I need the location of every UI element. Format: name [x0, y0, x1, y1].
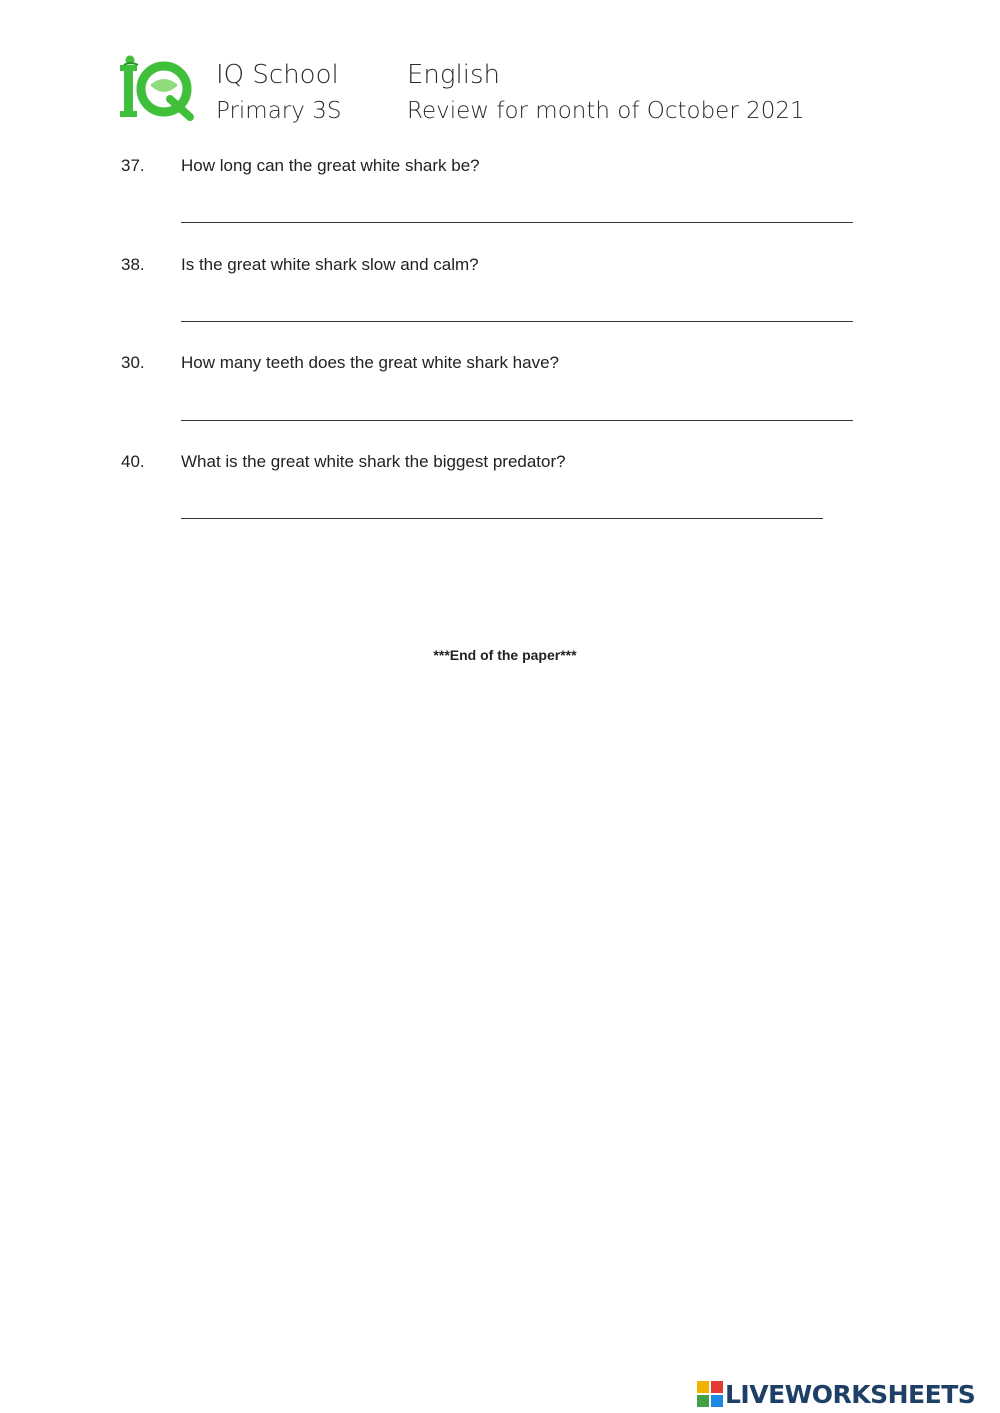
answer-line[interactable]: [181, 222, 853, 223]
review-title: Review for month of October 2021: [407, 98, 805, 124]
class-name: Primary 3S: [216, 98, 342, 124]
school-logo-icon: [120, 55, 194, 121]
question-text: Is the great white shark slow and calm?: [181, 255, 479, 274]
question-text: How long can the great white shark be?: [181, 156, 480, 175]
answer-line[interactable]: [181, 420, 853, 421]
answer-line[interactable]: [181, 321, 853, 322]
liveworksheets-watermark: [697, 1377, 975, 1411]
school-name: IQ School: [216, 60, 339, 90]
answer-line[interactable]: [181, 518, 823, 519]
watermark-text: LIVEWORKSHEETS: [725, 1379, 976, 1409]
question-number: 40.: [121, 452, 145, 471]
liveworksheets-logo-icon: [697, 1381, 723, 1407]
question-number: 38.: [121, 255, 145, 274]
question-text: What is the great white shark the biggest predator?: [181, 452, 566, 471]
end-of-paper-note: ***End of the paper***: [433, 647, 577, 663]
question-text: How many teeth does the great white shark have?: [181, 353, 559, 372]
question-number: 30.: [121, 353, 145, 372]
question-number: 37.: [121, 156, 145, 175]
subject-title: English: [407, 60, 500, 90]
